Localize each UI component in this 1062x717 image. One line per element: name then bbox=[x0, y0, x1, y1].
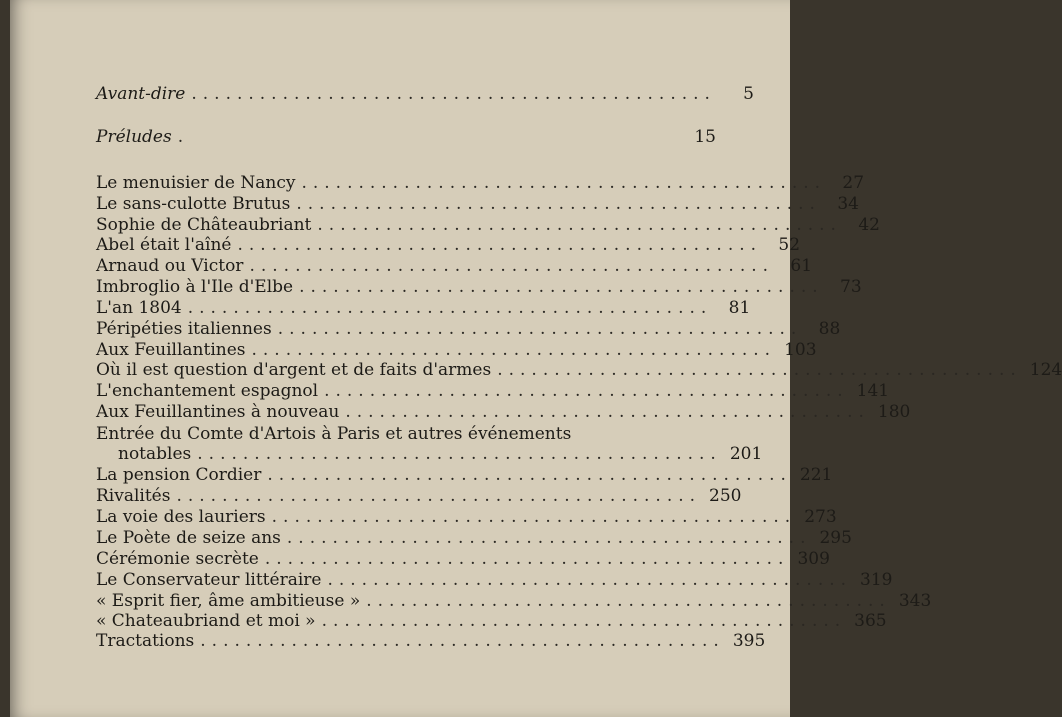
entry-page: 27 bbox=[842, 173, 865, 193]
leader-dots: .............................................. bbox=[345, 402, 870, 422]
entry-page: 5 bbox=[743, 84, 754, 104]
entry-page: 295 bbox=[819, 528, 852, 548]
toc-entry bbox=[96, 298, 751, 318]
leader-dots: .............................................. bbox=[296, 194, 821, 214]
entry-page: 343 bbox=[898, 591, 932, 611]
leader-dots: .............................................. bbox=[271, 507, 797, 527]
entry-page: 365 bbox=[854, 611, 887, 631]
entry-page: 42 bbox=[858, 215, 880, 235]
leader-dots: .............................................. bbox=[497, 360, 1022, 380]
toc-entry bbox=[96, 591, 932, 611]
entry-title: Le Poète de seize ans bbox=[96, 528, 281, 548]
entry-page: 141 bbox=[856, 381, 890, 401]
leader-dots: .............................................. bbox=[299, 277, 824, 297]
toc-entry bbox=[96, 611, 887, 631]
entry-page: 103 bbox=[784, 340, 817, 360]
toc-entry bbox=[96, 528, 852, 548]
entry-title: Avant-dire bbox=[96, 84, 186, 104]
entry-page: 319 bbox=[860, 570, 893, 590]
toc-entry bbox=[96, 235, 801, 255]
toc-entry bbox=[96, 631, 766, 651]
toc-entry bbox=[96, 256, 813, 276]
entry-title: Tractations bbox=[96, 631, 195, 651]
toc-entry bbox=[96, 215, 880, 235]
leader-dots: .............................................. bbox=[249, 256, 775, 276]
entry-title: Préludes bbox=[96, 127, 172, 147]
leader-dots: .............................................. bbox=[317, 215, 842, 235]
entry-page: 52 bbox=[778, 235, 801, 255]
entry-page: 273 bbox=[804, 507, 837, 527]
leader-dots: .............................................. bbox=[277, 319, 803, 339]
toc-entry bbox=[96, 570, 893, 590]
entry-page: 309 bbox=[797, 549, 830, 569]
leader-dots: .............................................. bbox=[366, 591, 891, 611]
entry-page: 73 bbox=[840, 277, 862, 297]
entry-title-continued: notables bbox=[118, 444, 192, 464]
entry-page: 221 bbox=[799, 465, 833, 485]
entry-page: 201 bbox=[729, 444, 763, 464]
entry-title: Péripéties italiennes bbox=[96, 319, 272, 339]
entry-title: L'an 1804 bbox=[96, 298, 182, 318]
entry-title: Le menuisier de Nancy bbox=[96, 173, 296, 193]
entry-title: Imbroglio à l'Ile d'Elbe bbox=[96, 277, 294, 297]
entry-page: 395 bbox=[732, 631, 766, 651]
leader-dots: .............................................. bbox=[267, 465, 792, 485]
leader-dots: .............................................. bbox=[251, 340, 777, 360]
leader-dots: .............................................. bbox=[324, 381, 849, 401]
toc-entry bbox=[96, 465, 833, 485]
entry-title: Entrée du Comte d'Artois à Paris et autres événements bbox=[96, 424, 572, 444]
leader-dots: .............................................. bbox=[191, 84, 716, 104]
toc-entry bbox=[96, 340, 817, 360]
entry-title: Le sans-culotte Brutus bbox=[96, 194, 291, 214]
toc-entry bbox=[96, 360, 1062, 380]
leader-dots: .............................................. bbox=[264, 549, 790, 569]
entry-page: 15 bbox=[694, 127, 716, 147]
entry-title: Aux Feuillantines bbox=[96, 340, 246, 360]
table-of-contents bbox=[10, 0, 1062, 717]
toc-entry bbox=[96, 277, 862, 297]
book-page bbox=[10, 0, 1062, 717]
leader-dots: .............................................. bbox=[187, 298, 713, 318]
toc-entry bbox=[96, 84, 754, 104]
entry-page: 250 bbox=[709, 486, 742, 506]
toc-entry bbox=[96, 194, 859, 214]
entry-title: La pension Cordier bbox=[96, 465, 262, 485]
entry-title: « Esprit fier, âme ambitieuse » bbox=[96, 591, 361, 611]
entry-page: 180 bbox=[877, 402, 911, 422]
toc-entry bbox=[96, 486, 742, 506]
toc-entry bbox=[96, 127, 716, 147]
entry-page: 88 bbox=[818, 319, 841, 339]
entry-title: Où il est question d'argent et de faits d'armes bbox=[96, 360, 492, 380]
entry-page: 61 bbox=[790, 256, 813, 276]
entry-title: « Chateaubriand et moi » bbox=[96, 611, 316, 631]
leader-dots: .............................................. bbox=[321, 611, 847, 631]
entry-title: Rivalités bbox=[96, 486, 171, 506]
entry-title: Sophie de Châteaubriant bbox=[96, 215, 312, 235]
toc-entry bbox=[96, 402, 911, 422]
leader-dots: . bbox=[177, 127, 190, 147]
entry-page: 34 bbox=[837, 194, 859, 214]
entry-title: Le Conservateur littéraire bbox=[96, 570, 322, 590]
toc-entry bbox=[96, 173, 865, 193]
toc-entry bbox=[118, 444, 763, 464]
leader-dots: .............................................. bbox=[176, 486, 702, 506]
leader-dots: .............................................. bbox=[286, 528, 812, 548]
leader-dots: .............................................. bbox=[301, 173, 827, 193]
leader-dots: .............................................. bbox=[197, 444, 722, 464]
entry-page: 124 bbox=[1029, 360, 1062, 380]
entry-title: L'enchantement espagnol bbox=[96, 381, 319, 401]
entry-page: 81 bbox=[728, 298, 751, 318]
leader-dots: .............................................. bbox=[327, 570, 853, 590]
entry-title: Abel était l'aîné bbox=[96, 235, 232, 255]
entry-title: La voie des lauriers bbox=[96, 507, 266, 527]
entry-title: Cérémonie secrète bbox=[96, 549, 259, 569]
toc-entry bbox=[96, 549, 830, 569]
leader-dots: .............................................. bbox=[237, 235, 763, 255]
entry-title: Arnaud ou Victor bbox=[96, 256, 244, 276]
toc-entry bbox=[96, 381, 890, 401]
entry-title: Aux Feuillantines à nouveau bbox=[96, 402, 340, 422]
toc-entry bbox=[96, 319, 841, 339]
leader-dots: .............................................. bbox=[200, 631, 725, 651]
toc-entry bbox=[96, 507, 837, 527]
